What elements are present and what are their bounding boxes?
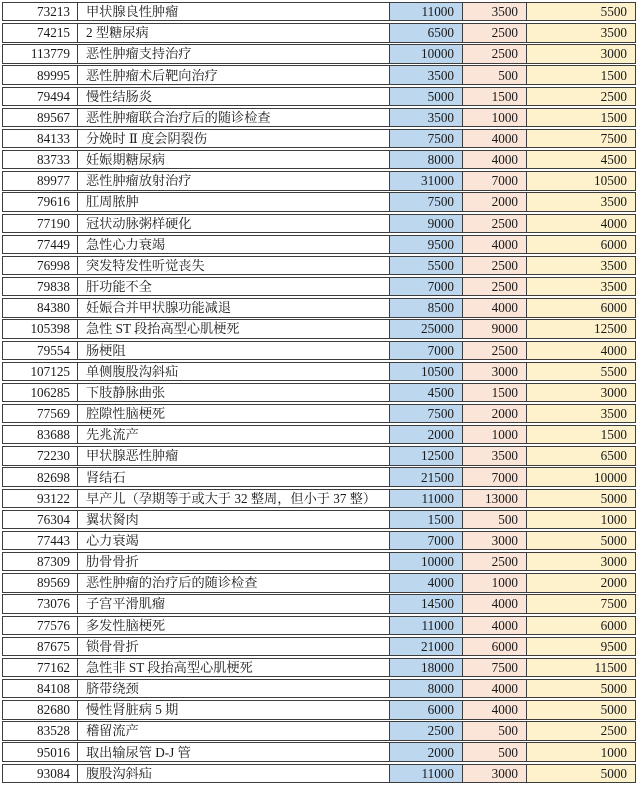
table-row <box>2 23 636 42</box>
table-row <box>2 742 636 761</box>
code-cell: 93122 <box>37 490 70 506</box>
amount-blue-cell: 2000 <box>389 426 462 443</box>
code-cell: 89995 <box>37 67 70 83</box>
code-cell: 83528 <box>37 723 70 739</box>
amount-blue-cell: 10000 <box>389 553 462 570</box>
amount-blue-cell: 7500 <box>389 405 462 422</box>
name-cell: 恶性肿瘤放射治疗 <box>77 172 389 189</box>
table-row <box>2 341 636 360</box>
amount-pink-cell: 2500 <box>462 278 526 295</box>
code-cell: 83733 <box>37 152 70 168</box>
amount-pink-cell: 7000 <box>462 468 526 485</box>
code-cell: 89977 <box>37 173 70 189</box>
table-row <box>2 721 636 740</box>
code-cell: 77569 <box>37 406 70 422</box>
amount-pink-cell: 1000 <box>462 574 526 591</box>
table-row <box>2 298 636 317</box>
name-cell: 甲状腺恶性肿瘤 <box>77 447 389 464</box>
amount-blue-cell: 2000 <box>389 743 462 760</box>
amount-blue-cell: 12500 <box>389 447 462 464</box>
amount-pink-cell: 3000 <box>462 532 526 549</box>
table-row <box>2 362 636 381</box>
table-row <box>2 256 636 275</box>
code-cell: 84133 <box>37 131 70 147</box>
table-row <box>2 319 636 338</box>
amount-yellow-cell: 4500 <box>526 151 635 168</box>
name-cell: 翼状胬肉 <box>77 511 389 528</box>
name-cell: 肠梗阻 <box>77 342 389 359</box>
table-row <box>2 129 636 148</box>
amount-yellow-cell: 3500 <box>526 24 635 41</box>
amount-pink-cell: 6000 <box>462 638 526 655</box>
amount-blue-cell: 11000 <box>389 490 462 507</box>
amount-blue-cell: 21500 <box>389 468 462 485</box>
amount-pink-cell: 4000 <box>462 680 526 697</box>
amount-pink-cell: 3500 <box>462 447 526 464</box>
name-cell: 取出输尿管 D-J 管 <box>77 743 389 760</box>
amount-blue-cell: 3500 <box>389 66 462 83</box>
amount-blue-cell: 7500 <box>389 193 462 210</box>
table-row <box>2 65 636 84</box>
table-row <box>2 150 636 169</box>
table-row <box>2 2 636 21</box>
table-row <box>2 277 636 296</box>
amount-yellow-cell: 1000 <box>526 743 635 760</box>
amount-blue-cell: 18000 <box>389 659 462 676</box>
amount-blue-cell: 11000 <box>389 617 462 634</box>
name-cell: 冠状动脉粥样硬化 <box>77 215 389 232</box>
amount-yellow-cell: 3500 <box>526 405 635 422</box>
amount-yellow-cell: 3000 <box>526 45 635 62</box>
name-cell: 急性非 ST 段抬高型心肌梗死 <box>77 659 389 676</box>
amount-blue-cell: 7000 <box>389 342 462 359</box>
amount-pink-cell: 7500 <box>462 659 526 676</box>
table-row <box>2 637 636 656</box>
table-row <box>2 235 636 254</box>
name-cell: 腹股沟斜疝 <box>77 765 389 782</box>
amount-pink-cell: 1000 <box>462 426 526 443</box>
amount-yellow-cell: 4000 <box>526 215 635 232</box>
amount-pink-cell: 13000 <box>462 490 526 507</box>
code-cell: 77162 <box>37 659 70 675</box>
name-cell: 肋骨骨折 <box>77 553 389 570</box>
amount-pink-cell: 500 <box>462 511 526 528</box>
name-cell: 急性心力衰竭 <box>77 236 389 253</box>
amount-pink-cell: 2500 <box>462 553 526 570</box>
name-cell: 恶性肿瘤联合治疗后的随诊检查 <box>77 109 389 126</box>
amount-pink-cell: 500 <box>462 743 526 760</box>
amount-blue-cell: 10500 <box>389 363 462 380</box>
table-row <box>2 489 636 508</box>
name-cell: 恶性肿瘤术后靶向治疗 <box>77 66 389 83</box>
amount-blue-cell: 7500 <box>389 130 462 147</box>
amount-blue-cell: 4000 <box>389 574 462 591</box>
amount-blue-cell: 2500 <box>389 722 462 739</box>
name-cell: 子宫平滑肌瘤 <box>77 595 389 612</box>
amount-yellow-cell: 2000 <box>526 574 635 591</box>
amount-yellow-cell: 1500 <box>526 109 635 126</box>
table-row <box>2 44 636 63</box>
code-cell: 79616 <box>37 194 70 210</box>
amount-yellow-cell: 5500 <box>526 363 635 380</box>
amount-yellow-cell: 5000 <box>526 490 635 507</box>
table-row <box>2 531 636 550</box>
amount-pink-cell: 1500 <box>462 88 526 105</box>
amount-blue-cell: 8000 <box>389 151 462 168</box>
amount-yellow-cell: 11500 <box>526 659 635 676</box>
name-cell: 脐带绕颈 <box>77 680 389 697</box>
amount-yellow-cell: 6000 <box>526 236 635 253</box>
table-row <box>2 594 636 613</box>
name-cell: 突发特发性听觉丧失 <box>77 257 389 274</box>
amount-yellow-cell: 2500 <box>526 88 635 105</box>
amount-pink-cell: 2500 <box>462 342 526 359</box>
amount-pink-cell: 2500 <box>462 45 526 62</box>
code-cell: 107125 <box>30 363 70 379</box>
name-cell: 心力衰竭 <box>77 532 389 549</box>
code-cell: 77449 <box>37 236 70 252</box>
name-cell: 分娩时 Ⅱ 度会阴裂伤 <box>77 130 389 147</box>
name-cell: 恶性肿瘤的治疗后的随诊检查 <box>77 574 389 591</box>
code-cell: 89569 <box>37 575 70 591</box>
table-row <box>2 404 636 423</box>
amount-pink-cell: 9000 <box>462 320 526 337</box>
name-cell: 肾结石 <box>77 468 389 485</box>
amount-yellow-cell: 3000 <box>526 553 635 570</box>
amount-blue-cell: 7000 <box>389 532 462 549</box>
name-cell: 多发性脑梗死 <box>77 617 389 634</box>
amount-blue-cell: 25000 <box>389 320 462 337</box>
amount-pink-cell: 1500 <box>462 384 526 401</box>
amount-yellow-cell: 4000 <box>526 342 635 359</box>
amount-yellow-cell: 5000 <box>526 680 635 697</box>
amount-yellow-cell: 3500 <box>526 257 635 274</box>
amount-blue-cell: 14500 <box>389 595 462 612</box>
amount-pink-cell: 2500 <box>462 215 526 232</box>
amount-pink-cell: 7000 <box>462 172 526 189</box>
table-row <box>2 510 636 529</box>
table-row <box>2 552 636 571</box>
name-cell: 妊娠合并甲状腺功能减退 <box>77 299 389 316</box>
name-cell: 甲状腺良性肿瘤 <box>77 3 389 20</box>
amount-pink-cell: 4000 <box>462 299 526 316</box>
amount-blue-cell: 4500 <box>389 384 462 401</box>
name-cell: 急性 ST 段抬高型心肌梗死 <box>77 320 389 337</box>
amount-pink-cell: 2500 <box>462 24 526 41</box>
amount-pink-cell: 4000 <box>462 236 526 253</box>
code-cell: 89567 <box>37 109 70 125</box>
name-cell: 锁骨骨折 <box>77 638 389 655</box>
code-cell: 84380 <box>37 300 70 316</box>
amount-pink-cell: 1000 <box>462 109 526 126</box>
code-cell: 74215 <box>37 25 70 41</box>
amount-yellow-cell: 7500 <box>526 130 635 147</box>
amount-blue-cell: 11000 <box>389 765 462 782</box>
table-row <box>2 214 636 233</box>
name-cell: 先兆流产 <box>77 426 389 443</box>
code-cell: 77443 <box>37 532 70 548</box>
amount-blue-cell: 9000 <box>389 215 462 232</box>
code-cell: 105398 <box>30 321 70 337</box>
amount-pink-cell: 4000 <box>462 151 526 168</box>
code-cell: 106285 <box>30 384 70 400</box>
table-row <box>2 616 636 635</box>
amount-blue-cell: 31000 <box>389 172 462 189</box>
amount-yellow-cell: 3500 <box>526 278 635 295</box>
table-row <box>2 383 636 402</box>
amount-yellow-cell: 12500 <box>526 320 635 337</box>
table-row <box>2 425 636 444</box>
amount-yellow-cell: 5000 <box>526 532 635 549</box>
table-row <box>2 87 636 106</box>
amount-pink-cell: 3500 <box>462 3 526 20</box>
code-cell: 93084 <box>37 765 70 781</box>
amount-yellow-cell: 9500 <box>526 638 635 655</box>
name-cell: 肝功能不全 <box>77 278 389 295</box>
name-cell: 下肢静脉曲张 <box>77 384 389 401</box>
name-cell: 妊娠期糖尿病 <box>77 151 389 168</box>
amount-pink-cell: 500 <box>462 66 526 83</box>
amount-yellow-cell: 10500 <box>526 172 635 189</box>
amount-yellow-cell: 1500 <box>526 66 635 83</box>
amount-pink-cell: 4000 <box>462 130 526 147</box>
name-cell: 稽留流产 <box>77 722 389 739</box>
amount-yellow-cell: 5000 <box>526 701 635 718</box>
table-row <box>2 446 636 465</box>
amount-blue-cell: 7000 <box>389 278 462 295</box>
amount-blue-cell: 21000 <box>389 638 462 655</box>
code-cell: 76998 <box>37 257 70 273</box>
amount-pink-cell: 4000 <box>462 617 526 634</box>
code-cell: 73213 <box>37 4 70 20</box>
table-row <box>2 171 636 190</box>
code-cell: 82680 <box>37 702 70 718</box>
code-cell: 76304 <box>37 511 70 527</box>
name-cell: 早产儿（孕期等于或大于 32 整周，但小于 37 整） <box>77 490 389 507</box>
name-cell: 慢性结肠炎 <box>77 88 389 105</box>
amount-yellow-cell: 6000 <box>526 617 635 634</box>
table-row <box>2 658 636 677</box>
name-cell: 2 型糖尿病 <box>77 24 389 41</box>
amount-pink-cell: 4000 <box>462 595 526 612</box>
table-row <box>2 764 636 783</box>
code-cell: 87675 <box>37 638 70 654</box>
amount-yellow-cell: 6000 <box>526 299 635 316</box>
code-cell: 95016 <box>37 744 70 760</box>
code-cell: 79838 <box>37 279 70 295</box>
amount-yellow-cell: 7500 <box>526 595 635 612</box>
code-cell: 84108 <box>37 681 70 697</box>
amount-pink-cell: 2000 <box>462 405 526 422</box>
code-cell: 113779 <box>30 46 70 62</box>
amount-pink-cell: 500 <box>462 722 526 739</box>
name-cell: 慢性肾脏病 5 期 <box>77 701 389 718</box>
code-cell: 72230 <box>37 448 70 464</box>
amount-pink-cell: 2000 <box>462 193 526 210</box>
amount-pink-cell: 2500 <box>462 257 526 274</box>
amount-blue-cell: 8500 <box>389 299 462 316</box>
code-cell: 79554 <box>37 342 70 358</box>
name-cell: 肛周脓肿 <box>77 193 389 210</box>
amount-yellow-cell: 5500 <box>526 3 635 20</box>
amount-blue-cell: 10000 <box>389 45 462 62</box>
amount-pink-cell: 3000 <box>462 363 526 380</box>
amount-yellow-cell: 3500 <box>526 193 635 210</box>
amount-blue-cell: 5500 <box>389 257 462 274</box>
amount-yellow-cell: 1000 <box>526 511 635 528</box>
code-cell: 82698 <box>37 469 70 485</box>
amount-yellow-cell: 10000 <box>526 468 635 485</box>
table-row <box>2 192 636 211</box>
table-row <box>2 108 636 127</box>
table-row <box>2 679 636 698</box>
code-cell: 77576 <box>37 617 70 633</box>
amount-blue-cell: 5000 <box>389 88 462 105</box>
amount-yellow-cell: 5000 <box>526 765 635 782</box>
amount-blue-cell: 6500 <box>389 24 462 41</box>
amount-blue-cell: 9500 <box>389 236 462 253</box>
amount-blue-cell: 6000 <box>389 701 462 718</box>
amount-yellow-cell: 3000 <box>526 384 635 401</box>
name-cell: 单侧腹股沟斜疝 <box>77 363 389 380</box>
table-row <box>2 700 636 719</box>
name-cell: 恶性肿瘤支持治疗 <box>77 45 389 62</box>
fee-table <box>2 2 636 783</box>
amount-blue-cell: 3500 <box>389 109 462 126</box>
code-cell: 83688 <box>37 427 70 443</box>
table-row <box>2 573 636 592</box>
amount-pink-cell: 4000 <box>462 701 526 718</box>
amount-yellow-cell: 2500 <box>526 722 635 739</box>
code-cell: 73076 <box>37 596 70 612</box>
amount-blue-cell: 1500 <box>389 511 462 528</box>
amount-blue-cell: 11000 <box>389 3 462 20</box>
amount-yellow-cell: 1500 <box>526 426 635 443</box>
code-cell: 87309 <box>37 554 70 570</box>
amount-pink-cell: 3000 <box>462 765 526 782</box>
amount-yellow-cell: 6500 <box>526 447 635 464</box>
name-cell: 腔隙性脑梗死 <box>77 405 389 422</box>
table-row <box>2 467 636 486</box>
amount-blue-cell: 8000 <box>389 680 462 697</box>
code-cell: 77190 <box>37 215 70 231</box>
code-cell: 79494 <box>37 88 70 104</box>
